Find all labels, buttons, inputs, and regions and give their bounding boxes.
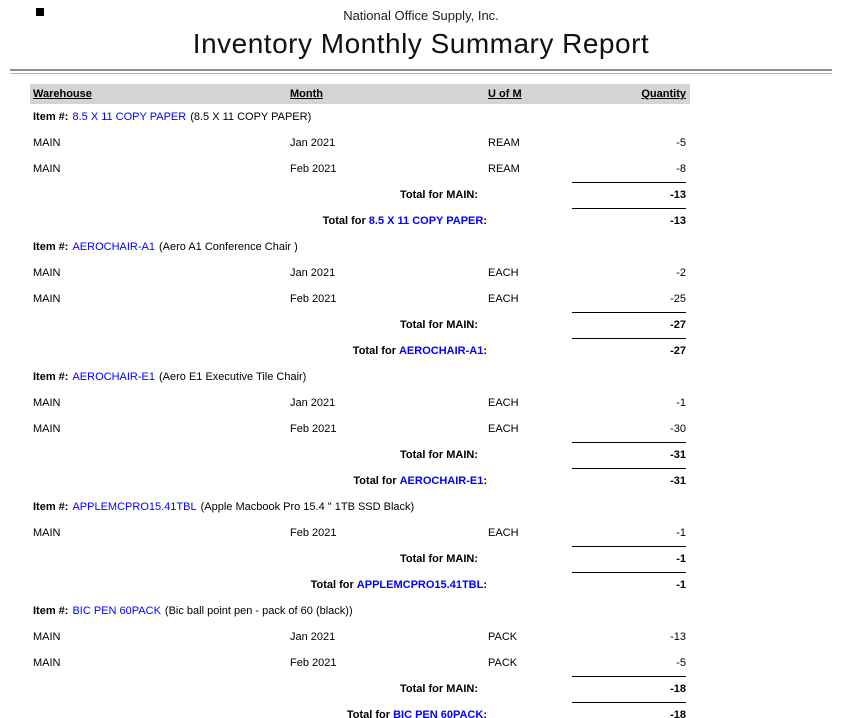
- column-header-bar: [30, 84, 690, 104]
- total-for-prefix: Total for: [310, 579, 354, 591]
- detail-rows: [0, 130, 842, 182]
- warehouse-total-label: Total for MAIN:: [399, 553, 478, 565]
- quantity-cell: -25: [670, 293, 686, 305]
- item-section: [0, 598, 842, 718]
- company-name: National Office Supply, Inc.: [343, 8, 499, 23]
- item-header-row: [0, 494, 842, 520]
- item-header-row: [0, 234, 842, 260]
- item-total-label: [140, 572, 487, 598]
- month-cell: Feb 2021: [290, 527, 337, 539]
- item-code-in-total[interactable]: AEROCHAIR-A1: [398, 345, 484, 357]
- warehouse-cell: MAIN: [33, 527, 61, 539]
- detail-row: [0, 624, 842, 650]
- item-total-label: [140, 468, 487, 494]
- detail-row: [0, 286, 842, 312]
- uofm-cell: REAM: [488, 163, 520, 175]
- item-code-in-total[interactable]: BIC PEN 60PACK: [393, 709, 484, 718]
- detail-row: [0, 390, 842, 416]
- total-colon: :: [483, 709, 487, 718]
- total-colon: :: [483, 345, 487, 357]
- warehouse-total-value: -18: [572, 676, 686, 702]
- item-total-row: [0, 468, 842, 494]
- warehouse-total-value: -1: [572, 546, 686, 572]
- warehouse-cell: MAIN: [33, 267, 61, 279]
- quantity-cell: -2: [676, 267, 686, 279]
- total-colon: :: [483, 579, 487, 591]
- item-number-label: Item #:: [33, 501, 69, 513]
- item-description: (Apple Macbook Pro 15.4 " 1TB SSD Black): [200, 501, 415, 513]
- warehouse-total-row: [0, 546, 842, 572]
- item-number-label: Item #:: [33, 111, 69, 123]
- quantity-cell: -5: [676, 657, 686, 669]
- column-header-uofm: U of M: [488, 88, 522, 100]
- warehouse-total-row: [0, 442, 842, 468]
- warehouse-cell: MAIN: [33, 631, 61, 643]
- quantity-cell: -1: [676, 397, 686, 409]
- warehouse-total-value: -27: [572, 312, 686, 338]
- warehouse-total-label: Total for MAIN:: [399, 189, 478, 201]
- month-cell: Feb 2021: [290, 293, 337, 305]
- warehouse-total-value: -13: [572, 182, 686, 208]
- item-description: (8.5 X 11 COPY PAPER): [190, 111, 312, 123]
- total-for-prefix: Total for: [322, 215, 366, 227]
- item-header-row: [0, 364, 842, 390]
- item-description: (Aero E1 Executive Tile Chair): [159, 371, 307, 383]
- item-section: [0, 494, 842, 598]
- detail-row: [0, 260, 842, 286]
- warehouse-cell: MAIN: [33, 423, 61, 435]
- total-for-prefix: Total for: [352, 345, 396, 357]
- item-total-value: -13: [572, 208, 686, 234]
- item-code-link[interactable]: AEROCHAIR-E1: [72, 371, 155, 383]
- item-section: [0, 364, 842, 494]
- month-cell: Jan 2021: [290, 397, 336, 409]
- item-total-row: [0, 338, 842, 364]
- item-total-value: -27: [572, 338, 686, 364]
- quantity-cell: -30: [670, 423, 686, 435]
- quantity-cell: -1: [676, 527, 686, 539]
- column-header-warehouse: Warehouse: [33, 88, 92, 100]
- detail-row: [0, 130, 842, 156]
- detail-row: [0, 156, 842, 182]
- total-for-prefix: Total for: [353, 475, 397, 487]
- item-description: (Bic ball point pen - pack of 60 (black)): [164, 605, 353, 617]
- item-total-value: -31: [572, 468, 686, 494]
- report-title: Inventory Monthly Summary Report: [192, 28, 650, 59]
- item-number-label: Item #:: [33, 241, 69, 253]
- month-cell: Jan 2021: [290, 267, 336, 279]
- warehouse-cell: MAIN: [33, 137, 61, 149]
- quantity-cell: -13: [670, 631, 686, 643]
- item-code-link[interactable]: 8.5 X 11 COPY PAPER: [72, 111, 187, 123]
- item-total-label: [140, 702, 487, 718]
- month-cell: Jan 2021: [290, 631, 336, 643]
- total-colon: :: [483, 475, 487, 487]
- detail-rows: [0, 624, 842, 676]
- month-cell: Feb 2021: [290, 657, 337, 669]
- uofm-cell: EACH: [488, 293, 519, 305]
- detail-rows: [0, 260, 842, 312]
- warehouse-total-row: [0, 676, 842, 702]
- warehouse-cell: MAIN: [33, 657, 61, 669]
- detail-row: [0, 416, 842, 442]
- uofm-cell: EACH: [488, 527, 519, 539]
- item-total-row: [0, 208, 842, 234]
- quantity-cell: -5: [676, 137, 686, 149]
- item-section: [0, 104, 842, 234]
- item-description: (Aero A1 Conference Chair ): [159, 241, 298, 253]
- item-code-link[interactable]: AEROCHAIR-A1: [72, 241, 155, 253]
- detail-rows: [0, 390, 842, 442]
- uofm-cell: EACH: [488, 423, 519, 435]
- item-code-link[interactable]: BIC PEN 60PACK: [72, 605, 161, 617]
- item-total-value: -18: [572, 702, 686, 718]
- month-cell: Feb 2021: [290, 423, 337, 435]
- item-code-link[interactable]: APPLEMCPRO15.41TBL: [72, 501, 197, 513]
- uofm-cell: PACK: [488, 631, 518, 643]
- detail-row: [0, 520, 842, 546]
- uofm-cell: EACH: [488, 267, 519, 279]
- warehouse-total-label: Total for MAIN:: [399, 683, 478, 695]
- total-for-prefix: Total for: [346, 709, 391, 718]
- warehouse-cell: MAIN: [33, 293, 61, 305]
- header-divider: [10, 69, 832, 74]
- item-header-row: [0, 104, 842, 130]
- item-header-row: [0, 598, 842, 624]
- column-header-quantity: Quantity: [641, 88, 686, 100]
- uofm-cell: REAM: [488, 137, 520, 149]
- item-code-in-total[interactable]: APPLEMCPRO15.41TBL: [356, 579, 484, 591]
- warehouse-total-row: [0, 182, 842, 208]
- uofm-cell: PACK: [488, 657, 518, 669]
- month-cell: Feb 2021: [290, 163, 337, 175]
- warehouse-total-label: Total for MAIN:: [399, 319, 478, 331]
- item-total-value: -1: [572, 572, 686, 598]
- item-total-label: [140, 208, 487, 234]
- total-colon: :: [483, 215, 487, 227]
- item-number-label: Item #:: [33, 371, 69, 383]
- item-section: [0, 234, 842, 364]
- warehouse-total-row: [0, 312, 842, 338]
- item-total-row: [0, 572, 842, 598]
- warehouse-cell: MAIN: [33, 397, 61, 409]
- warehouse-total-label: Total for MAIN:: [399, 449, 478, 461]
- item-number-label: Item #:: [33, 605, 69, 617]
- detail-row: [0, 650, 842, 676]
- item-total-row: [0, 702, 842, 718]
- item-code-in-total[interactable]: 8.5 X 11 COPY PAPER: [368, 215, 484, 227]
- uofm-cell: EACH: [488, 397, 519, 409]
- warehouse-cell: MAIN: [33, 163, 61, 175]
- column-header-month: Month: [290, 88, 323, 100]
- report-body: [0, 104, 842, 718]
- quantity-cell: -8: [676, 163, 686, 175]
- item-code-in-total[interactable]: AEROCHAIR-E1: [399, 475, 484, 487]
- warehouse-total-value: -31: [572, 442, 686, 468]
- month-cell: Jan 2021: [290, 137, 336, 149]
- detail-rows: [0, 520, 842, 546]
- item-total-label: [140, 338, 487, 364]
